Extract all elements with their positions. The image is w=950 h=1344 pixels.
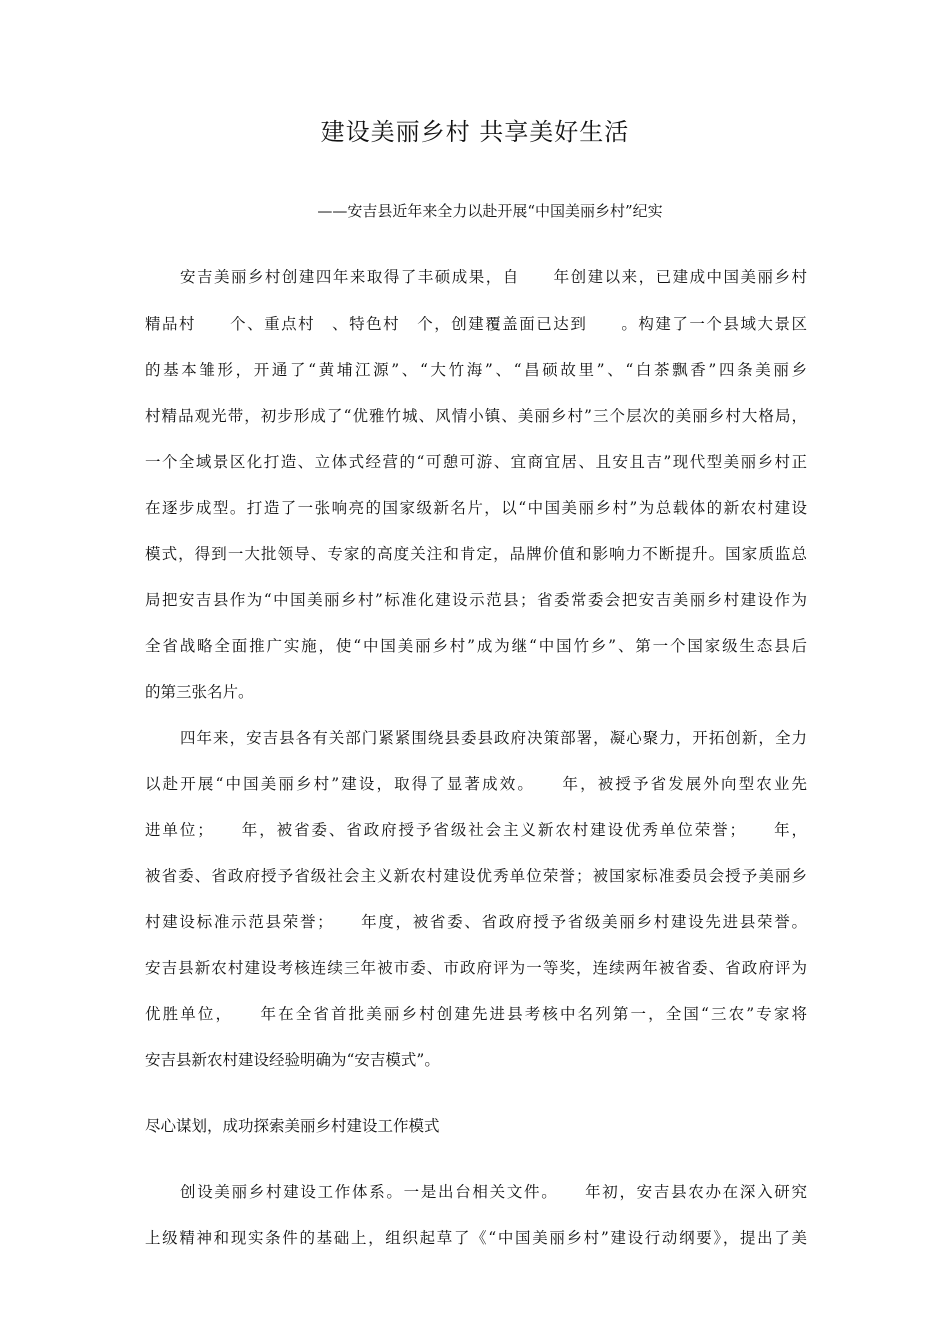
paragraph-2-line: 安吉县新农村建设经验明确为“安吉模式”。: [145, 1051, 440, 1069]
paragraph-1-line: 局把安吉县作为“中国美丽乡村”标准化建设示范县；省委常委会把安吉美丽乡村建设作为: [145, 591, 807, 609]
paragraph-1-line: 安吉美丽乡村创建四年来取得了丰硕成果，自 年创建以来，已建成中国美丽乡村: [180, 268, 807, 286]
paragraph-1-line: 精品村 个、重点村 、特色村 个，创建覆盖面已达到 。构建了一个县域大景区: [145, 315, 807, 333]
paragraph-2-line: 被省委、省政府授予省级社会主义新农村建设优秀单位荣誉；被国家标准委员会授予美丽乡: [145, 867, 807, 885]
paragraph-2-line: 优胜单位， 年在全省首批美丽乡村创建先进县考核中名列第一，全国“三农”专家将: [145, 1005, 807, 1023]
paragraph-2-line: 安吉县新农村建设考核连续三年被市委、市政府评为一等奖，连续两年被省委、省政府评为: [145, 959, 807, 977]
paragraph-2-line: 以赴开展“中国美丽乡村”建设，取得了显著成效。 年，被授予省发展外向型农业先: [145, 775, 807, 793]
paragraph-1-line: 的基本雏形，开通了“黄埔江源”、“大竹海”、“昌硕故里”、“白茶飘香”四条美丽乡: [145, 361, 807, 379]
paragraph-2-line: 进单位； 年，被省委、省政府授予省级社会主义新农村建设优秀单位荣誉； 年，: [145, 821, 807, 839]
document-subtitle: ——安吉县近年来全力以赴开展“中国美丽乡村”纪实: [317, 202, 663, 220]
paragraph-2-line: 四年来，安吉县各有关部门紧紧围绕县委县政府决策部署，凝心聚力，开拓创新，全力: [180, 729, 807, 747]
paragraph-1-line: 全省战略全面推广实施，使“中国美丽乡村”成为继“中国竹乡”、第一个国家级生态县后: [145, 637, 807, 655]
paragraph-1-line: 的第三张名片。: [145, 683, 254, 701]
paragraph-3-line: 创设美丽乡村建设工作体系。一是出台相关文件。 年初，安吉县农办在深入研究: [180, 1183, 807, 1201]
document-title: 建设美丽乡村 共享美好生活: [320, 118, 630, 146]
section-heading: 尽心谋划，成功探索美丽乡村建设工作模式: [145, 1117, 440, 1135]
paragraph-1-line: 一个全域景区化打造、立体式经营的“可憩可游、宜商宜居、且安且吉”现代型美丽乡村正: [145, 453, 807, 471]
paragraph-3-line: 上级精神和现实条件的基础上，组织起草了《“中国美丽乡村”建设行动纲要》，提出了美: [145, 1229, 807, 1247]
paragraph-2-line: 村建设标准示范县荣誉； 年度，被省委、省政府授予省级美丽乡村建设先进县荣誉。: [145, 913, 807, 931]
paragraph-1-line: 在逐步成型。打造了一张响亮的国家级新名片，以“中国美丽乡村”为总载体的新农村建设: [145, 499, 807, 517]
paragraph-1-line: 村精品观光带，初步形成了“优雅竹城、风情小镇、美丽乡村”三个层次的美丽乡村大格局，: [145, 407, 807, 425]
paragraph-1-line: 模式，得到一大批领导、专家的高度关注和肯定，品牌价值和影响力不断提升。国家质监总: [145, 545, 807, 563]
